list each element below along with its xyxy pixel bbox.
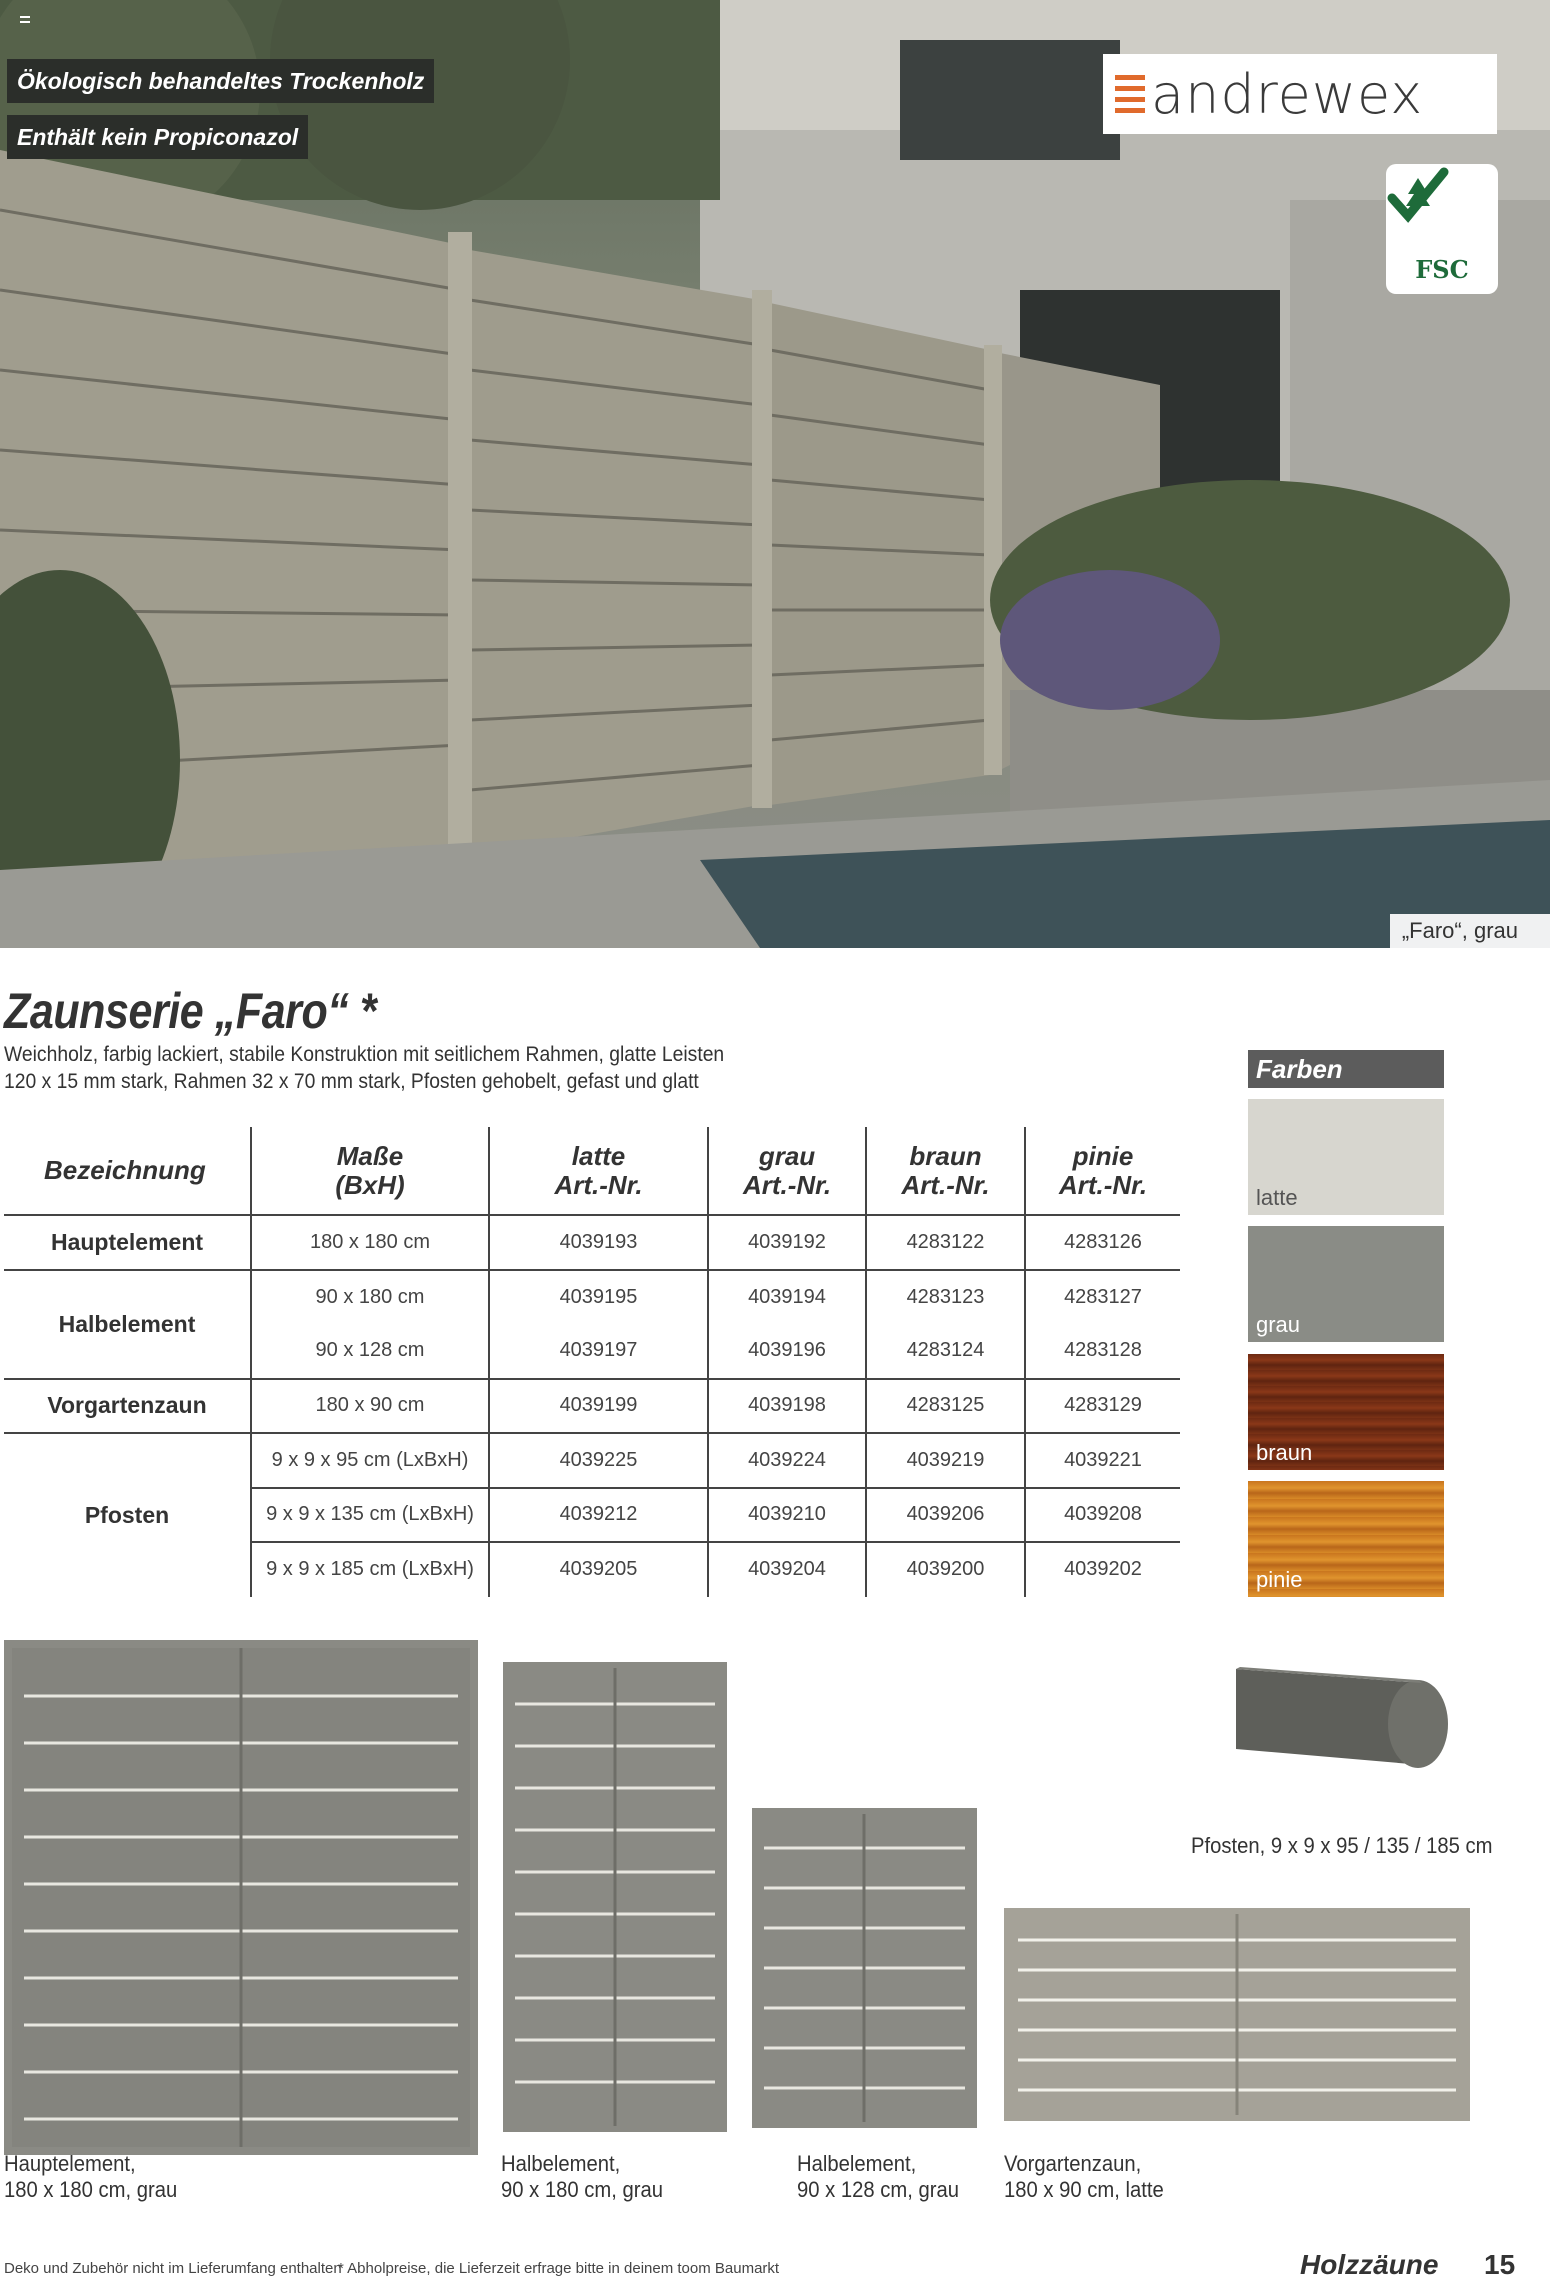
brand-stripes-icon <box>1115 75 1145 113</box>
table-row <box>4 1433 1180 1488</box>
header-masse: Maße (BxH) <box>251 1127 489 1215</box>
fsc-logo <box>1386 164 1498 294</box>
swatch-label: latte <box>1256 1185 1298 1210</box>
footnote-deko: Deko und Zubehör nicht im Lieferumfang enthalten <box>4 2260 342 2277</box>
cell-braun: 4039219 <box>866 1433 1025 1488</box>
article-table <box>4 1127 1180 1597</box>
hero-caption: „Faro“, grau <box>1390 914 1550 948</box>
caption-line: 90 x 180 cm, grau <box>501 2177 664 2202</box>
cell-braun: 4283122 <box>866 1215 1025 1270</box>
cell-latte: 4039225 <box>489 1433 708 1488</box>
hero-photo <box>0 0 1550 948</box>
cell-pinie: 4283128 <box>1025 1324 1180 1379</box>
product-image-vorgartenzaun <box>1004 1908 1470 2121</box>
header-latte: latte Art.-Nr. <box>489 1127 708 1215</box>
cell-pinie: 4039208 <box>1025 1488 1180 1543</box>
cell-latte: 4039199 <box>489 1379 708 1434</box>
feature-banner-no-propiconazol: Enthält kein Propiconazol <box>7 115 308 159</box>
caption-line: Halbelement, <box>501 2151 621 2176</box>
cell-size: 180 x 90 cm <box>251 1379 489 1434</box>
colors-heading: Farben <box>1248 1050 1444 1088</box>
caption-vorgartenzaun <box>1004 2151 1164 2203</box>
cell-size: 9 x 9 x 185 cm (LxBxH) <box>251 1542 489 1597</box>
cell-pinie: 4283127 <box>1025 1270 1180 1325</box>
cell-pinie: 4283129 <box>1025 1379 1180 1434</box>
cell-latte: 4039197 <box>489 1324 708 1379</box>
row-name-halbelement: Halbelement <box>4 1270 251 1379</box>
cell-braun: 4283124 <box>866 1324 1025 1379</box>
cell-size: 9 x 9 x 135 cm (LxBxH) <box>251 1488 489 1543</box>
caption-halbelement-128 <box>797 2151 959 2203</box>
caption-pfosten: Pfosten, 9 x 9 x 95 / 135 / 185 cm <box>1191 1833 1493 1858</box>
cell-latte: 4039195 <box>489 1270 708 1325</box>
caption-hauptelement <box>4 2151 177 2203</box>
andrewex-logo <box>1103 54 1497 134</box>
menu-mark-icon <box>20 16 30 23</box>
cell-grau: 4039204 <box>708 1542 866 1597</box>
cell-grau: 4039192 <box>708 1215 866 1270</box>
product-description-line-1: Weichholz, farbig lackiert, stabile Konstruktion mit seitlichem Rahmen, glatte Leisten <box>4 1043 725 1066</box>
row-name-vorgartenzaun: Vorgartenzaun <box>4 1379 251 1434</box>
cell-size: 180 x 180 cm <box>251 1215 489 1270</box>
caption-line: Hauptelement, <box>4 2151 136 2176</box>
row-name-pfosten: Pfosten <box>84 1501 170 1528</box>
product-image-halbelement-180 <box>503 1662 727 2132</box>
caption-line: Vorgartenzaun, <box>1004 2151 1142 2176</box>
table-row <box>4 1379 1180 1434</box>
cell-grau: 4039196 <box>708 1324 866 1379</box>
caption-line: Halbelement, <box>797 2151 917 2176</box>
cell-pinie: 4039202 <box>1025 1542 1180 1597</box>
caption-line: 180 x 90 cm, latte <box>1004 2177 1164 2202</box>
cell-size: 9 x 9 x 95 cm (LxBxH) <box>251 1433 489 1488</box>
cell-pinie: 4039221 <box>1025 1433 1180 1488</box>
product-image-hauptelement <box>4 1640 478 2155</box>
table-row <box>4 1215 1180 1270</box>
caption-halbelement-180 <box>501 2151 663 2203</box>
cell-grau: 4039224 <box>708 1433 866 1488</box>
caption-line: 180 x 180 cm, grau <box>4 2177 178 2202</box>
page-number: 15 <box>1484 2249 1516 2280</box>
cell-braun: 4283123 <box>866 1270 1025 1325</box>
header-braun: braun Art.-Nr. <box>866 1127 1025 1215</box>
cell-grau: 4039194 <box>708 1270 866 1325</box>
header-grau: grau Art.-Nr. <box>708 1127 866 1215</box>
product-title: Zaunserie „Faro“ * <box>4 983 377 1039</box>
cell-grau: 4039198 <box>708 1379 866 1434</box>
cell-braun: 4039206 <box>866 1488 1025 1543</box>
cell-braun: 4039200 <box>866 1542 1025 1597</box>
header-bezeichnung: Bezeichnung <box>4 1127 251 1215</box>
swatch-grau <box>1248 1226 1444 1342</box>
product-image-halbelement-128 <box>752 1808 977 2128</box>
feature-banner-dry-wood: Ökologisch behandeltes Trockenholz <box>7 59 434 103</box>
fsc-tree-check-icon <box>1386 164 1450 226</box>
brand-name: andrewex <box>1151 62 1424 126</box>
swatch-label: pinie <box>1256 1567 1303 1592</box>
cell-latte: 4039212 <box>489 1488 708 1543</box>
swatch-latte <box>1248 1099 1444 1215</box>
swatch-label: grau <box>1256 1312 1301 1337</box>
cell-braun: 4283125 <box>866 1379 1025 1434</box>
cell-size: 90 x 128 cm <box>251 1324 489 1379</box>
product-description-line-2: 120 x 15 mm stark, Rahmen 32 x 70 mm stark, Pfosten gehobelt, gefast und glatt <box>4 1070 699 1093</box>
cell-size: 90 x 180 cm <box>251 1270 489 1325</box>
caption-line: 90 x 128 cm, grau <box>797 2177 960 2202</box>
cell-latte: 4039193 <box>489 1215 708 1270</box>
product-image-pfosten <box>1232 1665 1454 1775</box>
cell-pinie: 4283126 <box>1025 1215 1180 1270</box>
header-pinie: pinie Art.-Nr. <box>1025 1127 1180 1215</box>
swatch-braun <box>1248 1354 1444 1470</box>
cell-latte: 4039205 <box>489 1542 708 1597</box>
table-row <box>4 1270 1180 1325</box>
footnote-abholpreise: * Abholpreise, die Lieferzeit erfrage bitte in deinem toom Baumarkt <box>338 2260 780 2277</box>
cell-grau: 4039210 <box>708 1488 866 1543</box>
fsc-label: FSC <box>1415 255 1469 284</box>
section-name: Holzzäune <box>1300 2249 1439 2280</box>
swatch-pinie <box>1248 1481 1444 1597</box>
table-header-row <box>4 1127 1180 1215</box>
swatch-label: braun <box>1256 1440 1313 1465</box>
row-name-hauptelement: Hauptelement <box>4 1215 251 1270</box>
